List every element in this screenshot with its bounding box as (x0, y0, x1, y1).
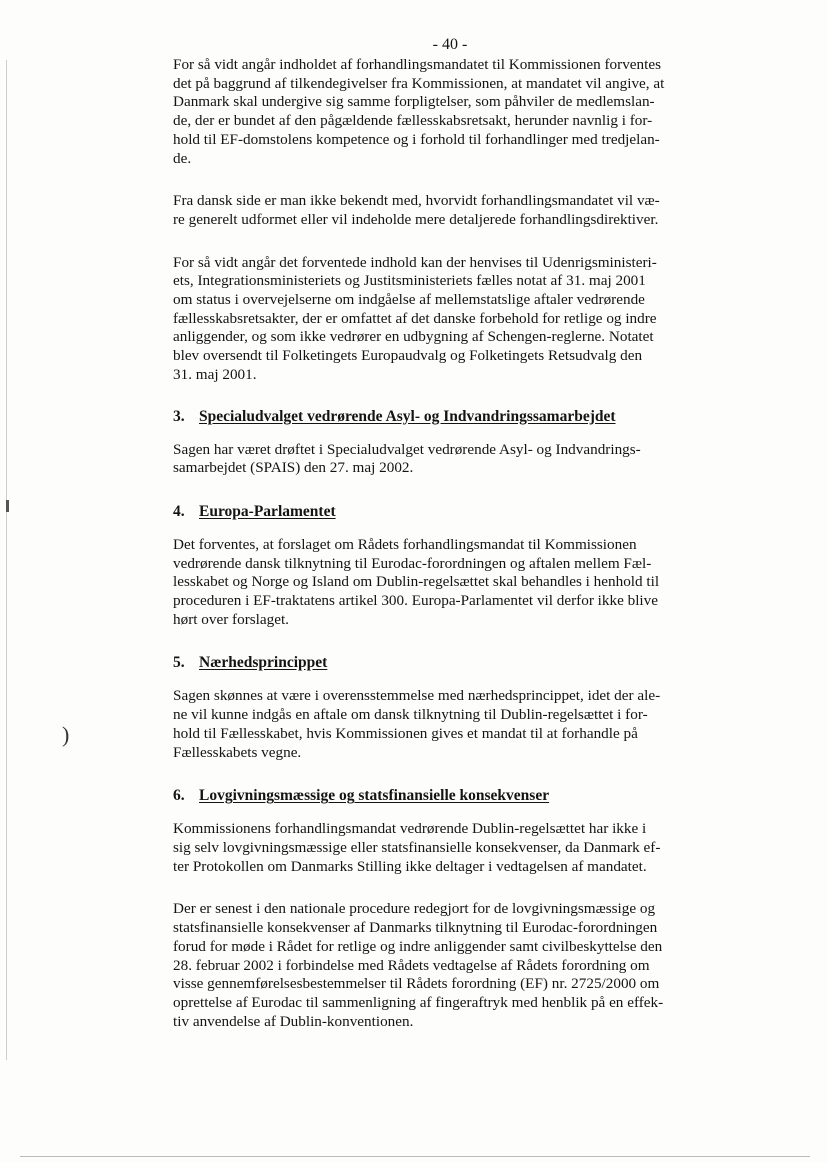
paragraph: Sagen skønnes at være i overensstemmelse med nærhedsprincippet, idet der ale- ne vil kunne indgås en aftale om dansk tilknytning til Dublin-regelsættet i for- hold til Fællesskabet, hvis Kommissionen gives et mandat til at forhandle på Fællesskabets vegne. (173, 687, 661, 761)
paragraph: Sagen har været drøftet i Specialudvalget vedrørende Asyl- og Indvandrings- samarbejdet (SPAIS) den 27. maj 2002. (173, 440, 641, 477)
section-number: 4. (173, 502, 185, 520)
paragraph: Det forventes, at forslaget om Rådets forhandlingsmandat til Kommissionen vedrørende dansk tilknytning til Eurodac-forordningen og aftalen mellem Fæl- lesskabet og Norge og Island om Dublin-regelsættet skal behandles i henhold til proceduren i EF-traktatens artikel 300. Europa-Parlamentet vil derfor ikke blive hørt over forslaget. (173, 535, 660, 628)
section-heading (173, 653, 717, 673)
paragraph: Der er senest i den nationale procedure redegjort for de lovgivningsmæssige og statsfinansielle konsekvenser af Danmarks tilknytning til Eurodac-forordningen forud for møde i Rådet for retlige og indre anliggender samt civilbeskyttelse den 28. februar 2002 i forbindelse med Rådets vedtagelse af Rådets forordning om visse gennemførelsesbestemmelser til Rådets forordning (EF) nr. 2725/2000 om oprettelse af Eurodac til sammenligning af fingeraftryk med henblik på en effek- tiv anvendelse af Dublin-konventionen. (173, 900, 664, 1030)
paragraph: For så vidt angår det forventede indhold kan der henvises til Udenrigsministeri- ets, Integrationsministeriets og Justitsministeriets fælles notat af 31. maj 2001 om status i overvejelserne om indgåelse af mellemstatslige aftaler vedrørende fællesskabsretsakter, der er omfattet af det danske forbehold for retlige og indre anliggender, og som ikke vedrører en udbygning af Schengen-reglerne. Notatet blev oversendt til Folketingets Europaudvalg og Folketingets Retsudvalg den 31. maj 2001. (173, 253, 657, 383)
page-number: - 40 - (432, 36, 468, 53)
scan-edge-line (6, 60, 7, 1060)
paragraph: For så vidt angår indholdet af forhandlingsmandatet til Kommissionen forventes det på baggrund af tilkendegivelser fra Kommissionen, at mandatet vil angive, at Danmark skal undergive sig samme forpligtelser, som påhviler de medlemslan- de, der er bundet af den pågældende fællesskabsretsakt, herunder navnlig i for- hold til EF-domstolens kompetence og i forhold til forhandlinger med tredjelan- de. (173, 56, 665, 167)
paragraph: Kommissionens forhandlingsmandat vedrørende Dublin-regelsættet har ikke i sig selv lovgivningsmæssige eller statsfinansielle konsekvenser, da Danmark ef- ter Protokollen om Danmarks Stilling ikke deltager i vedtagelsen af mandatet. (173, 820, 661, 875)
section-title: Lovgivningsmæssige og statsfinansielle konsekvenser (199, 787, 550, 805)
section-number: 6. (173, 787, 185, 805)
section-heading (173, 407, 717, 427)
document-body (173, 56, 717, 1055)
section-title: Nærhedsprincippet (199, 654, 328, 672)
scan-edge-mark (6, 500, 9, 512)
section-heading (173, 786, 717, 806)
section-heading (173, 502, 717, 522)
section-number: 5. (173, 654, 185, 672)
scan-bottom-line (20, 1156, 810, 1157)
paragraph: Fra dansk side er man ikke bekendt med, hvorvidt forhandlingsmandatet vil væ- re generelt udformet eller vil indeholde mere detaljerede forhandlingsdirektiver. (173, 192, 660, 228)
section-title: Specialudvalget vedrørende Asyl- og Indvandringssamarbejdet (199, 407, 616, 425)
margin-paren-mark: ) (62, 722, 70, 747)
section-title: Europa-Parlamentet (199, 502, 336, 520)
section-number: 3. (173, 407, 185, 425)
